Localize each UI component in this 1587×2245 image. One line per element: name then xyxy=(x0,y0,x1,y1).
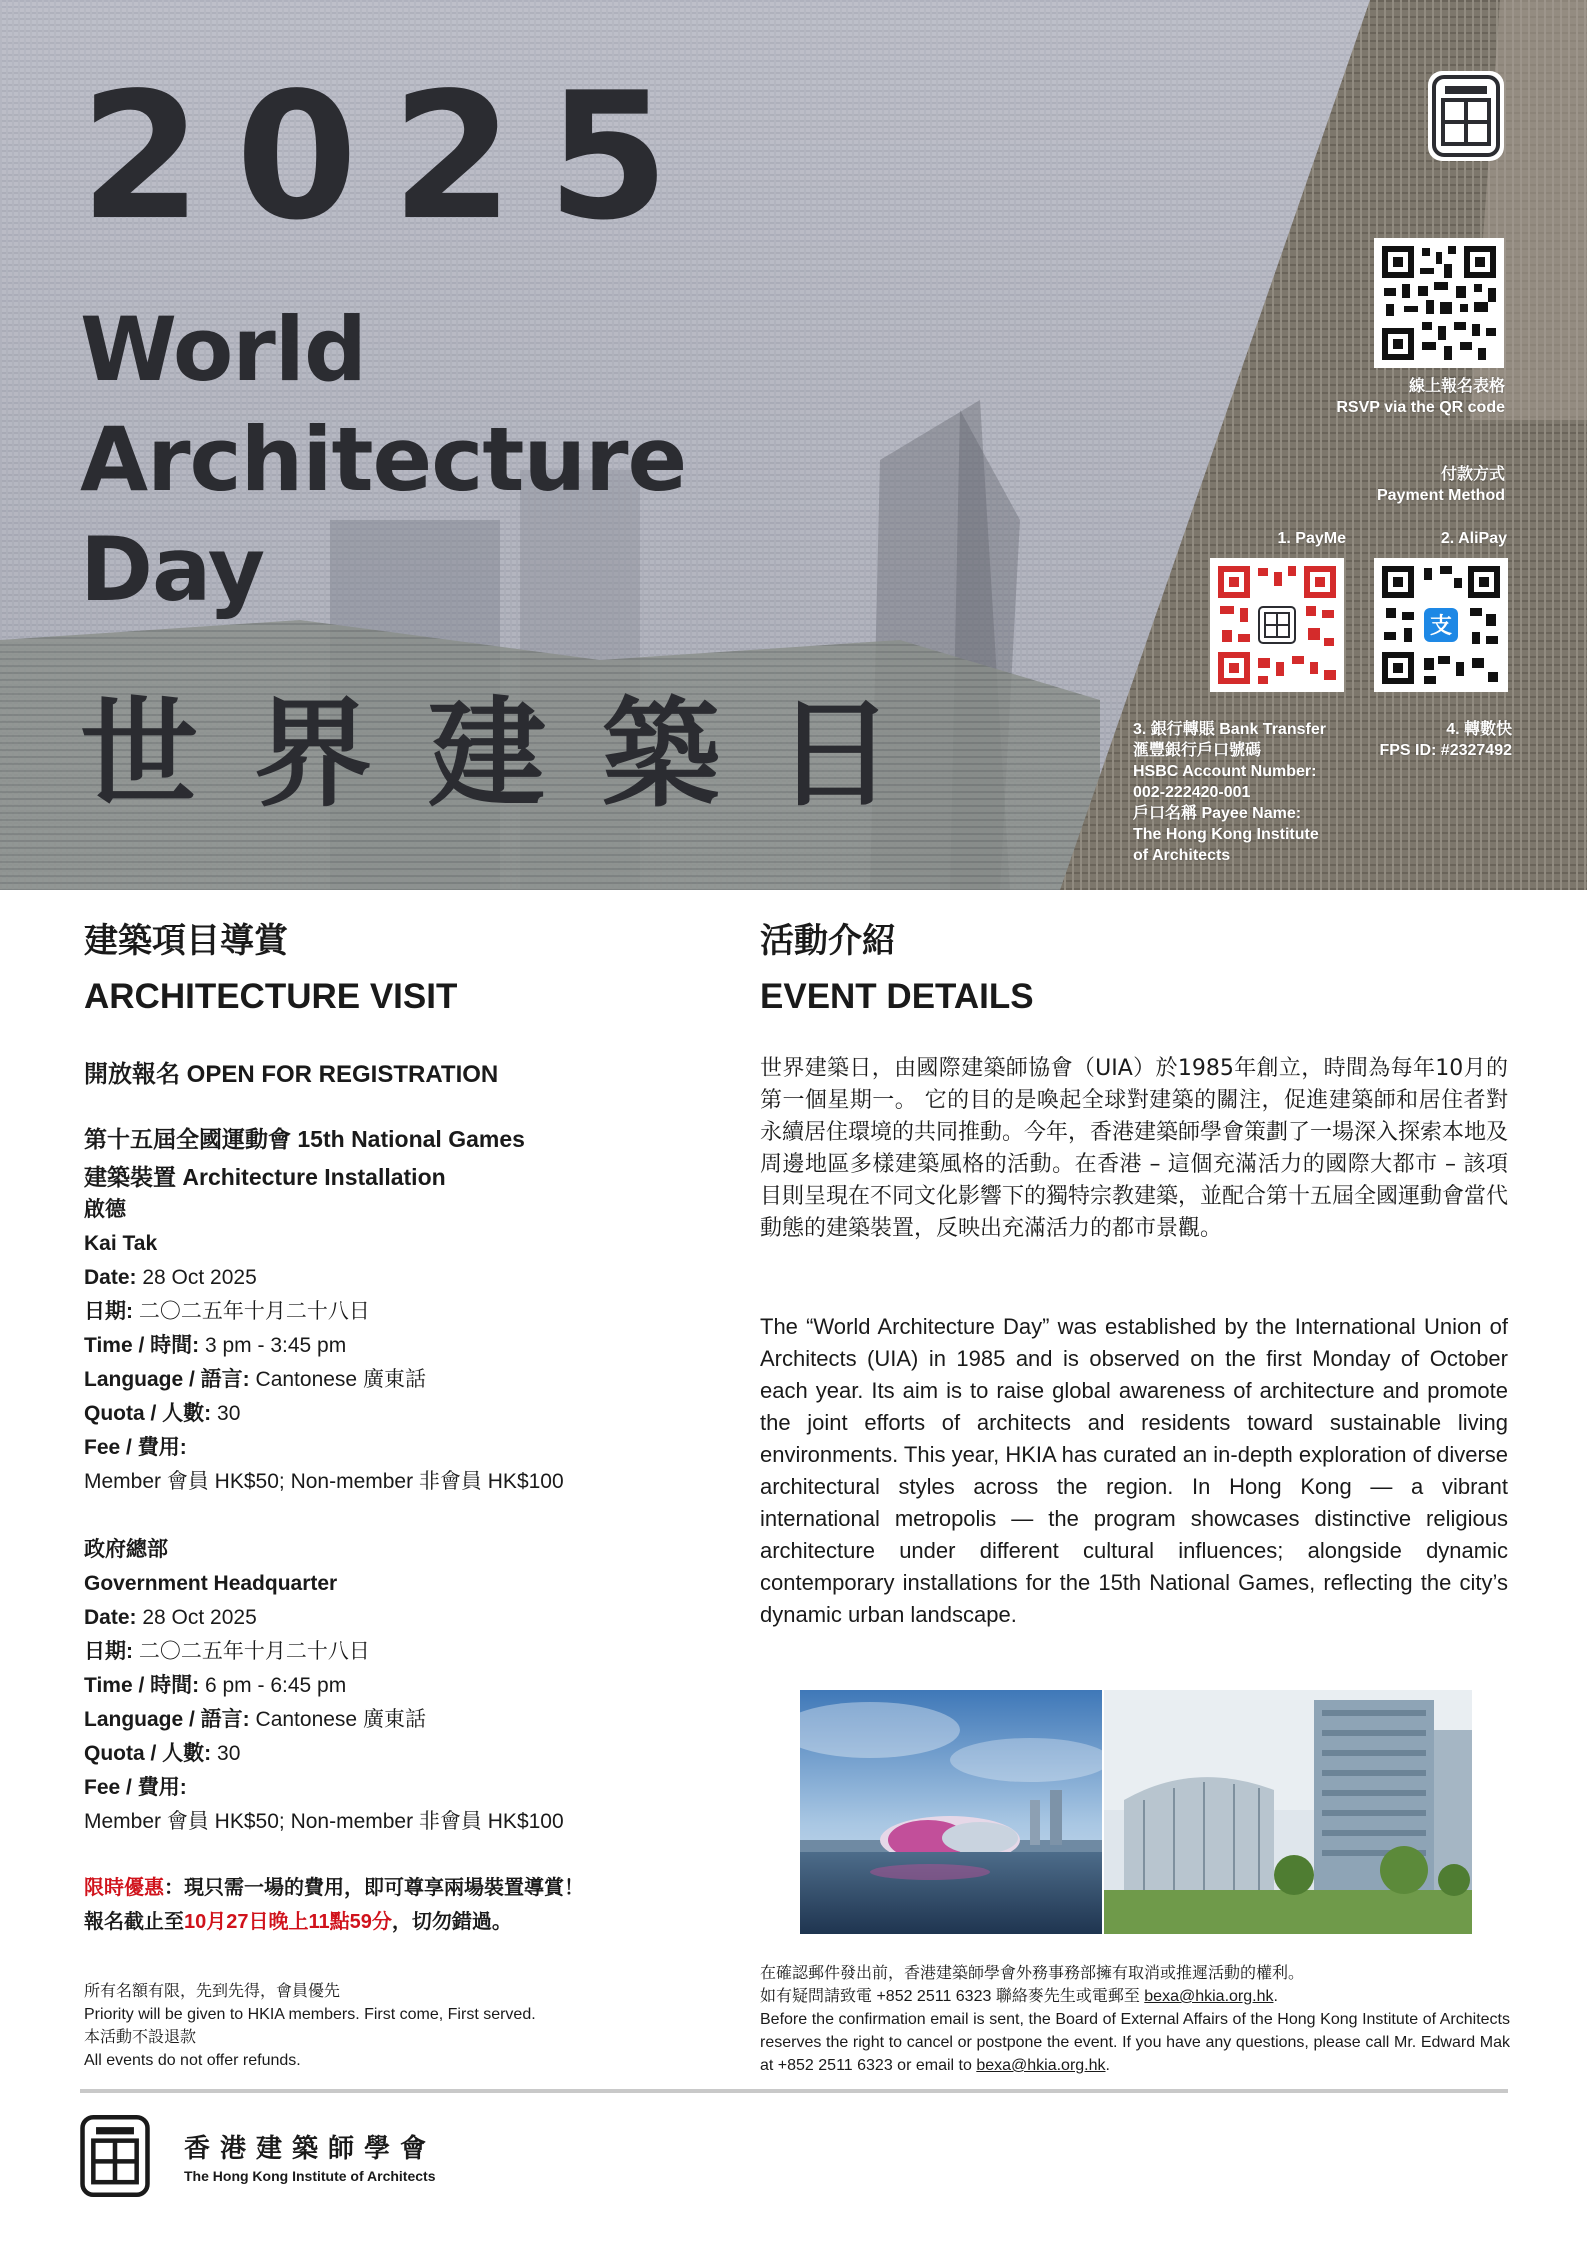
date-label: Date: xyxy=(84,1606,137,1629)
note-line: 本活動不設退款 xyxy=(84,2029,197,2046)
disclaimer-en-text: Before the confirmation email is sent, the Board of External Affairs of the Hong Kong Institute of Architects reserves the right to cancel or postpone the event. If you have any questions, please call Mr. Edward Mak at +852 2511 6323 or email to xyxy=(760,2011,1510,2074)
session-kai-tak xyxy=(84,1193,564,1499)
venue-en: Government Headquarter xyxy=(84,1572,338,1595)
open-registration: 開放報名 OPEN FOR REGISTRATION xyxy=(84,1061,499,1088)
hero-title-line: Architecture xyxy=(80,408,687,511)
disclaimer-cn-line2 xyxy=(760,1985,1510,2008)
date-row xyxy=(84,1261,564,1295)
footer-divider xyxy=(80,2089,1508,2093)
date-cn-value: 二〇二五年十月二十八日 xyxy=(138,1640,370,1663)
fee-label: Fee / 費用: xyxy=(84,1776,187,1799)
quota-label: Quota / 人數: xyxy=(84,1402,212,1425)
kai-tak-photo xyxy=(800,1690,1102,1934)
quota-label: Quota / 人數: xyxy=(84,1742,212,1765)
visit-heading-cn: 建築項目導賞 xyxy=(84,921,288,961)
fee-value: Member 會員 HK$50; Non-member 非會員 HK$100 xyxy=(84,1810,564,1833)
language-row xyxy=(84,1703,564,1737)
footer-org-cn: 香港建築師學會 xyxy=(184,2134,437,2164)
date-cn-value: 二〇二五年十月二十八日 xyxy=(138,1300,370,1323)
rsvp-caption-cn: 線上報名表格 xyxy=(1408,378,1505,395)
time-row xyxy=(84,1669,564,1703)
note-line: Priority will be given to HKIA members. First come, First served. xyxy=(84,2006,536,2023)
event-title xyxy=(84,1120,525,1196)
alipay-label: 2. AliPay xyxy=(1440,530,1507,547)
session-government-hq xyxy=(84,1533,564,1839)
hero-title-line: Day xyxy=(80,518,265,621)
rsvp-caption xyxy=(1200,376,1505,418)
fee-label: Fee / 費用: xyxy=(84,1436,187,1459)
quota-value: 30 xyxy=(217,1402,241,1425)
email-link[interactable]: bexa@hkia.org.hk xyxy=(976,2057,1106,2074)
time-label: Time / 時間: xyxy=(84,1674,200,1697)
language-row xyxy=(84,1363,564,1397)
hkia-footer-logo-icon xyxy=(78,2110,152,2202)
rsvp-qr-code-icon[interactable] xyxy=(1374,238,1504,368)
bank-transfer-line: 滙豐銀行戶口號碼 xyxy=(1133,742,1262,759)
hero-title-en xyxy=(80,295,686,625)
quota-value: 30 xyxy=(217,1742,241,1765)
svg-text:支: 支 xyxy=(1429,614,1453,639)
details-heading-en: EVENT DETAILS xyxy=(760,977,1034,1016)
disclaimer-cn-line1: 在確認郵件發出前，香港建築師學會外務事務部擁有取消或推遲活動的權利。 xyxy=(760,1965,1305,1982)
hero-banner xyxy=(0,0,1587,890)
deadline-pre: 報名截止至 xyxy=(84,1911,184,1933)
venue-cn: 政府總部 xyxy=(84,1538,168,1561)
disclaimer-cn-period: . xyxy=(1273,1988,1278,2005)
quota-row xyxy=(84,1737,564,1771)
promo-block xyxy=(84,1871,584,1939)
time-value: 6 pm - 6:45 pm xyxy=(204,1674,347,1697)
event-title-line: 第十五屆全國運動會 15th National Games xyxy=(84,1126,525,1152)
bank-transfer-line: HSBC Account Number: xyxy=(1133,763,1317,780)
time-value: 3 pm - 3:45 pm xyxy=(204,1334,347,1357)
date-cn-row xyxy=(84,1295,564,1329)
disclaimer-en-period: . xyxy=(1105,2057,1110,2074)
disclaimer-en xyxy=(760,2008,1510,2077)
time-label: Time / 時間: xyxy=(84,1334,200,1357)
bank-transfer-line: 戶口名稱 Payee Name: xyxy=(1133,805,1302,822)
bank-transfer-line: 3. 銀行轉賬 Bank Transfer xyxy=(1133,721,1326,738)
details-heading-cn: 活動介紹 xyxy=(760,921,896,961)
deadline-line xyxy=(84,1905,584,1939)
bank-transfer-info xyxy=(1133,719,1373,866)
hkia-seal-logo-icon xyxy=(1425,68,1507,164)
fps-label: 4. 轉數快 xyxy=(1446,721,1512,738)
visit-heading-en: ARCHITECTURE VISIT xyxy=(84,977,458,1016)
promo-highlight: 限時優惠 xyxy=(84,1877,164,1899)
promo-text: ：現只需一場的費用，即可尊享兩場裝置導賞！ xyxy=(164,1877,584,1899)
fee-value: Member 會員 HK$50; Non-member 非會員 HK$100 xyxy=(84,1470,564,1493)
deadline-highlight: 10月27日晚上11點59分 xyxy=(184,1911,392,1933)
language-value: Cantonese 廣東話 xyxy=(255,1368,426,1391)
rsvp-caption-en: RSVP via the QR code xyxy=(1336,399,1505,416)
footer-org-en: The Hong Kong Institute of Architects xyxy=(184,2168,436,2184)
details-paragraph-cn: 世界建築日，由國際建築師協會（UIA）於1985年創立，時間為每年10月的第一個星期一。 它的目的是喚起全球對建築的關注，促進建築師和居住者對永續居住環境的共同推動。今年，香港建築師學會策劃了一場深入探索本地及周邊地區多樣建築風格的活動。在香港 – 這個充滿活力的國際大都市 – 該項目則呈現在不同文化影響下的獨特宗教建築，並配合第十五屆全國運動會當代動態的建築裝置，反映出充滿活力的都市景觀。 xyxy=(760,1056,1509,1241)
date-cn-row xyxy=(84,1635,564,1669)
fps-info xyxy=(1360,719,1512,761)
hero-year: 2025 xyxy=(80,56,704,259)
bank-transfer-line: 002-222420-001 xyxy=(1133,784,1251,801)
alipay-qr-code-icon[interactable] xyxy=(1374,558,1508,692)
deadline-post: ，切勿錯過。 xyxy=(391,1911,512,1933)
language-value: Cantonese 廣東話 xyxy=(255,1708,426,1731)
venue-en: Kai Tak xyxy=(84,1232,158,1255)
date-label: Date: xyxy=(84,1266,137,1289)
event-title-line: 建築裝置 Architecture Installation xyxy=(84,1164,446,1190)
quota-row xyxy=(84,1397,564,1431)
registration-notes xyxy=(84,1980,684,2072)
language-label: Language / 語言: xyxy=(84,1368,250,1391)
payme-qr-code-icon[interactable] xyxy=(1210,558,1344,692)
details-paragraph-en: The “World Architecture Day” was established by the International Union of Architects (UIA) in 1985 and is observed on the first Monday of October each year. Its aim is to raise global awareness of architecture and promote the joint efforts of architects and residents toward sustainable living environments. This year, HKIA has curated an in-depth exploration of diverse architectural styles across the region. In Hong Kong — a vibrant international metropolis — the program showcases distinctive religious architecture under different cultural influences; alongside dynamic contemporary installations for the 15th National Games, reflecting the city’s dynamic urban landscape. xyxy=(760,1314,1509,1627)
date-cn-label: 日期: xyxy=(84,1640,133,1663)
bank-transfer-line: of Architects xyxy=(1133,847,1231,864)
government-hq-photo xyxy=(1104,1690,1472,1934)
payment-caption-cn: 付款方式 xyxy=(1440,466,1505,483)
note-line: All events do not offer refunds. xyxy=(84,2052,301,2069)
email-link[interactable]: bexa@hkia.org.hk xyxy=(1144,1988,1274,2005)
note-line: 所有名額有限，先到先得，會員優先 xyxy=(84,1983,341,2000)
language-label: Language / 語言: xyxy=(84,1708,250,1731)
hero-title-line: World xyxy=(80,298,366,401)
payment-method-caption xyxy=(1200,464,1505,506)
date-value: 28 Oct 2025 xyxy=(142,1266,257,1289)
fps-id: FPS ID: #2327492 xyxy=(1379,742,1512,759)
date-value: 28 Oct 2025 xyxy=(142,1606,257,1629)
payment-caption-en: Payment Method xyxy=(1376,487,1505,504)
promo-line xyxy=(84,1871,584,1905)
disclaimer xyxy=(760,1962,1510,2077)
bank-transfer-line: The Hong Kong Institute xyxy=(1133,826,1319,843)
payme-label: 1. PayMe xyxy=(1277,530,1346,547)
date-cn-label: 日期: xyxy=(84,1300,133,1323)
time-row xyxy=(84,1329,564,1363)
hero-title-cn: 世界建築日 xyxy=(80,685,951,823)
date-row xyxy=(84,1601,564,1635)
venue-cn: 啟德 xyxy=(84,1198,126,1221)
disclaimer-cn-contact: 如有疑問請致電 +852 2511 6323 聯絡麥先生或電郵至 xyxy=(760,1988,1145,2005)
